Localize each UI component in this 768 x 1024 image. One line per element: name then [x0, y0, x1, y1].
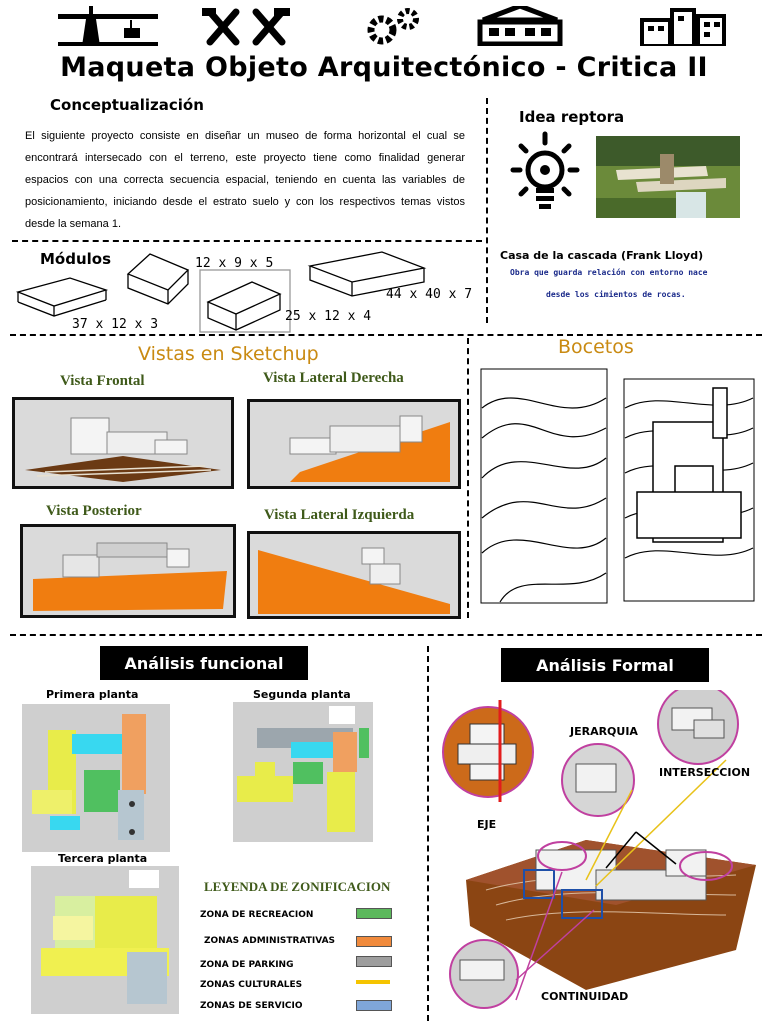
primera-planta-label: Primera planta	[46, 688, 139, 701]
legend-swatch-recreacion	[356, 908, 392, 919]
lightbulb-icon	[505, 130, 585, 212]
jerarquia-label: JERARQUIA	[570, 725, 638, 738]
legend-label-servicio: ZONAS DE SERVICIO	[200, 1001, 303, 1011]
interseccion-label: INTERSECCION	[659, 766, 751, 779]
primera-planta-plan	[22, 704, 170, 852]
gears-icon	[360, 6, 430, 46]
legend-swatch-administrativas	[356, 936, 392, 947]
tools-icon	[200, 6, 300, 46]
legend-swatch-culturales	[356, 980, 390, 984]
crane-icon	[58, 6, 158, 46]
legend-swatch-parking	[356, 956, 392, 967]
divider-vertical-bottom	[427, 646, 429, 1021]
modulos-heading: Módulos	[40, 250, 112, 268]
modulo-label-3: 25 x 12 x 4	[285, 309, 372, 324]
boceto-sketch-1	[480, 368, 608, 604]
legend-title: LEYENDA DE ZONIFICACION	[204, 879, 391, 894]
legend-swatch-servicio	[356, 1000, 392, 1011]
divider-modulos	[10, 334, 762, 336]
vista-lateral-izquierda-label: Vista Lateral Izquierda	[264, 507, 415, 523]
formal-analysis-diagram	[436, 690, 764, 1020]
vista-frontal-label: Vista Frontal	[60, 373, 145, 389]
legend-label-parking: ZONA DE PARKING	[200, 960, 294, 970]
page-title: Maqueta Objeto Arquitectónico - Critica II	[60, 52, 708, 83]
formal-heading: Análisis Formal	[501, 648, 709, 682]
divider-vertical-mid	[467, 338, 469, 618]
vista-posterior-image	[20, 524, 236, 618]
funcional-heading: Análisis funcional	[100, 646, 308, 680]
buildings-icon	[475, 6, 565, 46]
header-icons	[50, 6, 730, 46]
concept-text: El siguiente proyecto consiste en diseñar un museo de forma horizontal el cual se encontrará intersecado con el terreno, este proyecto tiene como finalidad generar espacios con una correcta secuencia espacial, teniendo en cuenta las variables de posicionamiento, iniciando desde el estrato suelo y con los respectivos temas vistos desde la semana 1.	[25, 130, 465, 230]
modulo-label-4: 44 x 40 x 7	[386, 287, 473, 302]
continuidad-label: CONTINUIDAD	[541, 990, 629, 1003]
idea-caption: Casa de la cascada (Frank Lloyd)	[500, 249, 704, 262]
concept-heading: Conceptualización	[50, 96, 204, 114]
idea-note-line2: desde los cimientos de rocas.	[546, 290, 686, 299]
legend-label-culturales: ZONAS CULTURALES	[200, 980, 303, 990]
legend-label-recreacion: ZONA DE RECREACION	[200, 910, 314, 920]
divider-concept	[12, 240, 482, 242]
segunda-planta-label: Segunda planta	[253, 688, 351, 701]
divider-vertical-top	[486, 98, 488, 323]
tercera-planta-plan	[31, 866, 179, 1014]
idea-heading: Idea reptora	[519, 108, 625, 126]
vistas-heading: Vistas en Sketchup	[138, 343, 319, 365]
tercera-planta-label: Tercera planta	[58, 852, 148, 865]
city-icon	[640, 6, 730, 46]
boceto-sketch-2	[623, 378, 755, 602]
divider-bottom-sections	[10, 634, 762, 636]
vista-lateral-derecha-label: Vista Lateral Derecha	[263, 370, 404, 386]
modulo-label-2: 12 x 9 x 5	[195, 256, 274, 271]
idea-note-line1: Obra que guarda relación con entorno nace	[510, 268, 708, 277]
vista-lateral-izquierda-image	[247, 531, 461, 619]
modulo-label-1: 37 x 12 x 3	[72, 317, 159, 332]
bocetos-heading: Bocetos	[558, 336, 634, 358]
segunda-planta-plan	[233, 702, 373, 842]
fallingwater-photo	[596, 136, 740, 218]
legend-label-administrativas: ZONAS ADMINISTRATIVAS	[204, 936, 336, 946]
eje-label: EJE	[477, 818, 497, 831]
vista-lateral-derecha-image	[247, 399, 461, 489]
vista-posterior-label: Vista Posterior	[46, 503, 142, 519]
vista-frontal-image	[12, 397, 234, 489]
